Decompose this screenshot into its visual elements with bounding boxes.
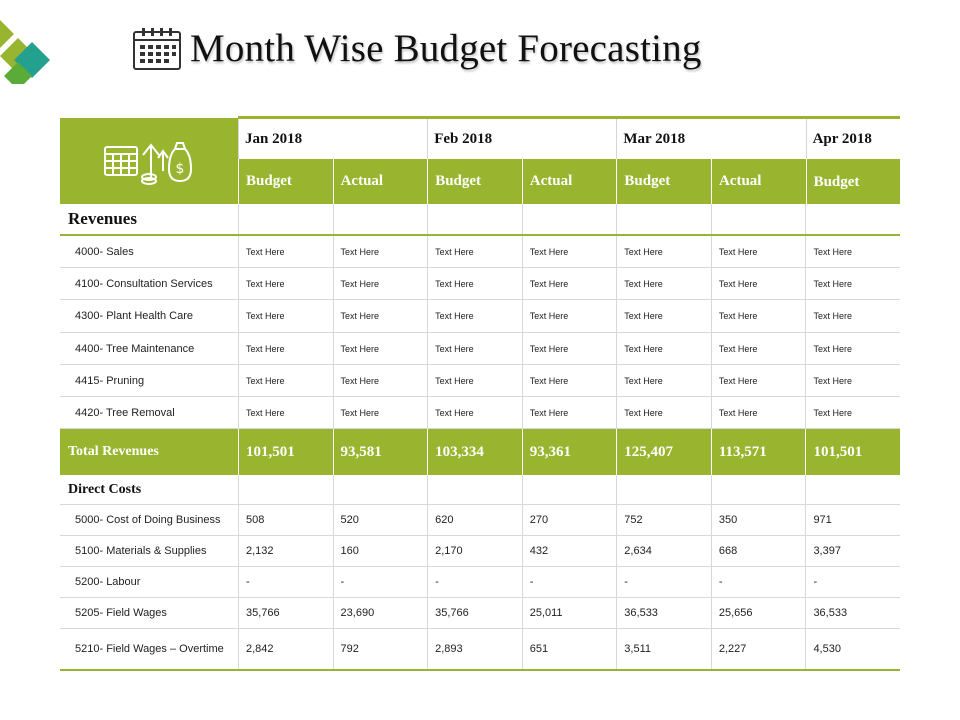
table-cell: Text Here	[427, 236, 522, 267]
col-header-jan-actual: Actual	[333, 159, 428, 204]
row-label: 5200- Labour	[75, 576, 141, 588]
table-cell: 651	[522, 629, 617, 669]
table-cell: Text Here	[427, 397, 522, 428]
budget-actual-header-row	[238, 159, 900, 204]
table-cell: Text Here	[333, 397, 428, 428]
table-cell: 2,842	[238, 629, 333, 669]
empty-cell	[333, 204, 428, 234]
table-cell: 113,571	[711, 429, 806, 475]
row-label: 4420- Tree Removal	[75, 406, 175, 419]
table-cell: 35,766	[238, 598, 333, 628]
table-cell: Text Here	[711, 365, 806, 396]
table-cell: 103,334	[427, 429, 522, 475]
table-cell: -	[711, 567, 806, 597]
table-cell: Text Here	[711, 300, 806, 332]
col-header-mar-budget: Budget	[616, 159, 711, 204]
table-row	[60, 300, 900, 333]
table-cell: Text Here	[805, 365, 900, 396]
table-cell: 520	[333, 505, 428, 535]
month-header-row	[238, 119, 900, 159]
col-header-feb-actual: Actual	[522, 159, 617, 204]
empty-cell	[427, 475, 522, 504]
table-cell: Text Here	[616, 268, 711, 299]
section-header-direct-costs	[60, 475, 900, 505]
table-cell: Text Here	[805, 333, 900, 364]
budget-table	[60, 116, 900, 671]
table-cell: 792	[333, 629, 428, 669]
row-label: 4415- Pruning	[75, 374, 145, 387]
svg-text:$: $	[175, 161, 185, 177]
empty-cell	[238, 475, 333, 504]
col-header-feb-budget: Budget	[427, 159, 522, 204]
table-row	[60, 236, 900, 268]
table-cell: 2,893	[427, 629, 522, 669]
table-cell: 35,766	[427, 598, 522, 628]
col-header-jan-budget: Budget	[238, 159, 333, 204]
calendar-icon	[132, 27, 182, 71]
table-cell: Text Here	[805, 236, 900, 267]
table-cell: 270	[522, 505, 617, 535]
row-label: 5210- Field Wages – Overtime	[75, 643, 224, 655]
table-cell: Text Here	[711, 236, 806, 267]
table-cell: -	[616, 567, 711, 597]
table-cell: 101,501	[805, 429, 900, 475]
table-row	[60, 536, 900, 567]
table-cell: Text Here	[805, 397, 900, 428]
table-cell: 668	[711, 536, 806, 566]
table-cell: 101,501	[238, 429, 333, 475]
page-title: Month Wise Budget Forecasting	[190, 27, 702, 70]
table-row	[60, 598, 900, 629]
table-cell: 3,511	[616, 629, 711, 669]
empty-cell	[427, 204, 522, 234]
table-row	[60, 629, 900, 671]
table-cell: Text Here	[427, 333, 522, 364]
table-cell: Text Here	[333, 333, 428, 364]
table-cell: -	[522, 567, 617, 597]
table-cell: Text Here	[522, 268, 617, 299]
empty-cell	[805, 475, 900, 504]
table-cell: -	[427, 567, 522, 597]
table-cell: 2,227	[711, 629, 806, 669]
table-cell: Text Here	[333, 300, 428, 332]
empty-cell	[616, 204, 711, 234]
table-row	[60, 365, 900, 397]
table-cell: 36,533	[616, 598, 711, 628]
table-cell: 752	[616, 505, 711, 535]
section-title-direct-costs: Direct Costs	[68, 481, 142, 497]
table-cell: Text Here	[522, 365, 617, 396]
table-row	[60, 333, 900, 365]
table-cell: 160	[333, 536, 428, 566]
row-label: 5100- Materials & Supplies	[75, 545, 207, 557]
table-cell: Text Here	[616, 397, 711, 428]
table-cell: Text Here	[616, 365, 711, 396]
table-cell: 508	[238, 505, 333, 535]
empty-cell	[522, 204, 617, 234]
row-label: 4100- Consultation Services	[75, 277, 213, 290]
table-cell: 93,581	[333, 429, 428, 475]
table-cell: Text Here	[427, 365, 522, 396]
table-cell: Text Here	[333, 365, 428, 396]
table-cell: 620	[427, 505, 522, 535]
table-cell: 4,530	[805, 629, 900, 669]
table-cell: 23,690	[333, 598, 428, 628]
empty-cell	[616, 475, 711, 504]
row-label: 5000- Cost of Doing Business	[75, 514, 221, 526]
month-header-feb: Feb 2018	[427, 119, 616, 159]
col-header-apr-budget: Budget	[806, 159, 901, 204]
table-cell: Text Here	[333, 236, 428, 267]
empty-cell	[711, 475, 806, 504]
table-cell: Text Here	[238, 397, 333, 428]
table-cell: 2,170	[427, 536, 522, 566]
empty-cell	[711, 204, 806, 234]
table-cell: Text Here	[711, 333, 806, 364]
table-cell: 36,533	[805, 598, 900, 628]
table-cell: 971	[805, 505, 900, 535]
table-cell: Text Here	[333, 268, 428, 299]
budget-calendar-money-icon	[103, 135, 195, 187]
col-header-mar-actual: Actual	[711, 159, 806, 204]
section-header-revenues	[60, 204, 900, 236]
table-cell: Text Here	[805, 268, 900, 299]
empty-cell	[522, 475, 617, 504]
table-cell: -	[238, 567, 333, 597]
table-cell: Text Here	[522, 397, 617, 428]
month-header-apr: Apr 2018	[806, 119, 900, 159]
table-cell: 25,656	[711, 598, 806, 628]
table-row	[60, 268, 900, 300]
table-cell: 350	[711, 505, 806, 535]
table-cell: Text Here	[427, 300, 522, 332]
table-cell: Text Here	[616, 236, 711, 267]
table-cell: Text Here	[711, 397, 806, 428]
table-cell: Text Here	[238, 333, 333, 364]
diamond-logo-icon	[0, 18, 52, 84]
month-header-jan: Jan 2018	[238, 119, 427, 159]
table-cell: Text Here	[805, 300, 900, 332]
table-cell: 93,361	[522, 429, 617, 475]
table-cell: Text Here	[427, 268, 522, 299]
table-cell: 2,634	[616, 536, 711, 566]
section-title-revenues: Revenues	[68, 209, 137, 228]
table-cell: 432	[522, 536, 617, 566]
table-cell: Text Here	[522, 236, 617, 267]
table-cell: 3,397	[805, 536, 900, 566]
table-cell: Text Here	[522, 300, 617, 332]
row-label: 4000- Sales	[75, 245, 134, 258]
table-cell: 2,132	[238, 536, 333, 566]
month-header-mar: Mar 2018	[616, 119, 805, 159]
table-cell: Text Here	[711, 268, 806, 299]
header-icon-cell	[60, 118, 238, 204]
table-cell: Text Here	[522, 333, 617, 364]
table-row	[60, 397, 900, 429]
table-cell: Text Here	[616, 333, 711, 364]
total-revenues-label: Total Revenues	[68, 444, 159, 459]
table-cell: 25,011	[522, 598, 617, 628]
row-label: 4300- Plant Health Care	[75, 310, 194, 322]
table-cell: Text Here	[616, 300, 711, 332]
empty-cell	[238, 204, 333, 234]
row-label: 4400- Tree Maintenance	[75, 342, 195, 355]
title-bar	[132, 26, 702, 71]
empty-cell	[333, 475, 428, 504]
empty-cell	[805, 204, 900, 234]
table-cell: -	[805, 567, 900, 597]
table-row	[60, 567, 900, 598]
total-revenues-row	[60, 429, 900, 475]
table-cell: Text Here	[238, 268, 333, 299]
table-cell: -	[333, 567, 428, 597]
table-cell: 125,407	[616, 429, 711, 475]
row-label: 5205- Field Wages	[75, 607, 167, 619]
table-cell: Text Here	[238, 365, 333, 396]
table-cell: Text Here	[238, 300, 333, 332]
table-row	[60, 505, 900, 536]
table-cell: Text Here	[238, 236, 333, 267]
